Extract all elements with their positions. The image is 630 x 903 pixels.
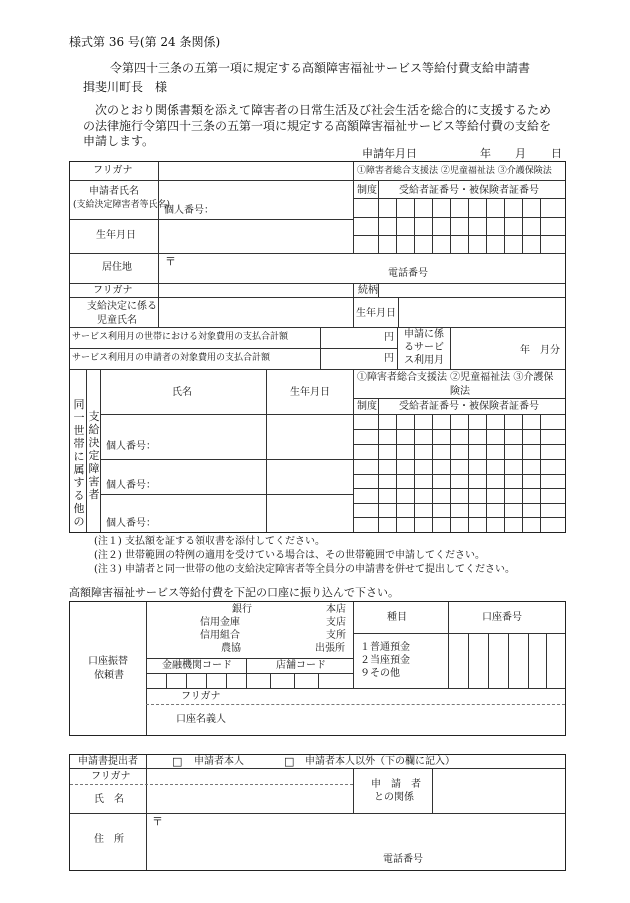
table-rule: [353, 444, 565, 445]
submitter-address-label: 住 所: [94, 834, 124, 845]
table-divider: [522, 414, 523, 532]
table-divider: [450, 327, 451, 369]
table-divider: [270, 673, 271, 688]
service-month-value: 年 月分: [520, 345, 560, 356]
table-rule: [146, 704, 565, 705]
table-divider: [294, 673, 295, 688]
applicant-cost-label: サービス利用月の申請者の対象費用の支払合計額: [72, 353, 271, 363]
table-divider: [396, 198, 397, 253]
date-year: 年: [480, 147, 491, 160]
submitter-self-label: 申請者本人: [194, 756, 244, 767]
applicant-seido-label: 制度: [357, 185, 377, 196]
table-divider: [206, 673, 207, 688]
date-month: 月: [515, 147, 526, 160]
form-number: 様式第 36 号(第 24 条関係): [69, 35, 221, 49]
table-rule: [353, 235, 565, 236]
table-divider: [353, 768, 354, 813]
table-divider: [378, 398, 379, 532]
applicant-name-sub: (支給決定障害者等氏名): [73, 200, 171, 210]
account-number-label: 口座番号: [482, 612, 522, 623]
submitter-relation-label-1: 申 請 者: [371, 779, 421, 790]
table-rule: [100, 459, 565, 460]
table-rule: [353, 488, 565, 489]
table-divider: [166, 673, 167, 688]
household-institutions-2: 険法: [450, 386, 470, 397]
kind-option-1: １普通預金: [360, 642, 410, 653]
applicant-personal-number: 個人番号：: [164, 205, 214, 216]
service-month-label-1: 申請に係: [404, 329, 444, 340]
household-cost-label: サービス利用月の世帯における対象費用の支払合計額: [72, 332, 289, 342]
account-holder-label: 口座名義人: [176, 714, 226, 725]
table-rule: [353, 429, 565, 430]
note-3: (注３) 申請者と同一世帯の他の支給決定障害者等全員分の申請書を併せて提出してください。: [94, 564, 515, 575]
applicant-cert-number-label: 受給者証番号・被保険者証番号: [399, 185, 539, 196]
applicant-birth-label: 生年月日: [96, 230, 136, 241]
table-divider: [486, 414, 487, 532]
table-divider: [353, 369, 354, 532]
fin-code-label: 金融機関コード: [162, 660, 232, 671]
submitter-postal-mark: 〒: [152, 815, 163, 828]
service-month-label-3: ス利用月: [404, 355, 444, 366]
table-divider: [540, 414, 541, 532]
household-birth-header: 生年月日: [290, 387, 330, 398]
table-rule: [70, 180, 565, 181]
table-rule: [70, 768, 565, 769]
table-rule: [100, 494, 353, 495]
household-name-header: 氏名: [172, 387, 192, 398]
table-rule: [353, 503, 565, 504]
account-kind-label: 種目: [387, 612, 407, 623]
bank-heading: 高額障害福祉サービス等給付費を下記の口座に振り込んで下さい。: [69, 586, 399, 599]
table-divider: [468, 198, 469, 253]
branch-type-honten: 本店: [326, 604, 346, 615]
branch-code-label: 店舗コード: [276, 660, 326, 671]
table-divider: [432, 768, 433, 813]
table-divider: [448, 602, 449, 688]
table-divider: [397, 327, 398, 369]
table-divider: [398, 297, 399, 327]
child-name-label-1: 支給決定に係る: [87, 301, 157, 312]
table-divider: [504, 414, 505, 532]
table-divider: [522, 198, 523, 253]
table-divider: [146, 602, 147, 735]
table-divider: [266, 369, 267, 532]
table-rule: [70, 297, 565, 298]
table-rule: [146, 658, 353, 659]
table-rule: [70, 219, 353, 220]
table-rule: [353, 474, 565, 475]
table-divider: [353, 283, 354, 327]
bank-side-label-2: 依頼書: [94, 670, 124, 681]
table-rule: [70, 813, 565, 814]
table-rule: [100, 414, 565, 415]
table-divider: [353, 162, 354, 253]
table-divider: [226, 673, 227, 688]
household-seido-label: 制度: [357, 401, 377, 412]
kind-option-2: ２当座預金: [360, 655, 410, 666]
holder-furigana-label: フリガナ: [181, 691, 221, 702]
household-cert-number-label: 受給者証番号・被保険者証番号: [399, 401, 539, 412]
intro-line-1: 次のとおり関係書類を添えて障害者の日常生活及び社会生活を総合的に支援するため: [95, 103, 552, 117]
household-cost-yen: 円: [384, 332, 394, 343]
submitter-furigana-label: フリガナ: [91, 771, 131, 782]
submitter-self-checkbox[interactable]: □: [172, 755, 183, 768]
table-divider: [432, 198, 433, 253]
household-side-inner: 支給決定障害者: [88, 410, 100, 501]
child-birth-label: 生年月日: [356, 308, 396, 319]
table-rule: [353, 217, 565, 218]
table-rule: [70, 253, 565, 254]
bank-side-label-1: 口座振替: [88, 656, 128, 667]
child-relation-label: 続柄: [358, 285, 378, 296]
table-rule: [70, 348, 397, 349]
branch-type-shisho: 支所: [326, 630, 346, 641]
table-divider: [396, 414, 397, 532]
table-divider: [186, 673, 187, 688]
submitter-relation-label-2: との関係: [374, 792, 414, 803]
note-1: (注１) 支払額を証する領収書を添付してください。: [94, 536, 325, 547]
child-name-label-2: 児童氏名: [97, 315, 137, 326]
submitter-other-label: 申請者本人以外（下の欄に記入）: [305, 756, 455, 767]
table-divider: [528, 633, 529, 688]
table-divider: [488, 633, 489, 688]
table-rule: [353, 517, 565, 518]
applicant-phone-label: 電話番号: [388, 268, 428, 279]
table-divider: [508, 633, 509, 688]
table-divider: [468, 414, 469, 532]
applicant-address-label: 居住地: [102, 262, 132, 273]
form-title: 令第四十三条の五第一項に規定する高額障害福祉サービス等給付費支給申請書: [110, 61, 531, 75]
table-rule: [70, 784, 353, 785]
intro-line-3: 申請します。: [83, 134, 155, 148]
fin-type-kumiai: 信用組合: [200, 630, 240, 641]
table-divider: [378, 283, 379, 297]
fin-type-bank: 銀行: [232, 604, 252, 615]
fin-type-shinkin: 信用金庫: [200, 617, 240, 628]
applicant-cost-yen: 円: [384, 353, 394, 364]
applicant-name-label: 申請者氏名: [89, 186, 139, 197]
applicant-furigana-label: フリガナ: [93, 165, 133, 176]
table-divider: [468, 633, 469, 688]
addressee: 揖斐川町長 様: [83, 80, 168, 94]
household-personal-number-3: 個人番号：: [106, 518, 156, 529]
household-side-outer: 同一世帯に属する他の: [73, 398, 85, 528]
table-rule: [70, 369, 565, 370]
table-rule: [353, 633, 565, 634]
table-divider: [546, 633, 547, 688]
fin-type-nokyo: 農協: [221, 643, 241, 654]
table-divider: [450, 198, 451, 253]
table-rule: [353, 198, 565, 199]
table-divider: [318, 673, 319, 688]
submitter-phone-label: 電話番号: [383, 854, 423, 865]
household-personal-number-2: 個人番号：: [106, 480, 156, 491]
note-2: (注２) 世帯範囲の特例の適用を受けている場合は、その世帯範囲で申請してください。: [94, 550, 485, 561]
household-institutions-1: ①障害者総合支援法 ②児童福祉法 ③介護保: [357, 372, 554, 383]
child-furigana-label: フリガナ: [93, 285, 133, 296]
table-rule: [70, 283, 565, 284]
table-divider: [353, 602, 354, 688]
date-day: 日: [551, 147, 562, 160]
household-personal-number-1: 個人番号：: [106, 441, 156, 452]
table-rule: [146, 673, 353, 674]
kind-option-3: ９その他: [360, 668, 400, 679]
intro-line-2: の法律施行令第四十三条の五第一項に規定する高額障害福祉サービス等給付費の支給を: [83, 119, 552, 133]
table-divider: [450, 414, 451, 532]
submitter-other-checkbox[interactable]: □: [284, 755, 295, 768]
submitter-name-label: 氏 名: [94, 794, 124, 805]
table-divider: [486, 198, 487, 253]
application-date-label: 申請年月日: [362, 147, 417, 160]
table-divider: [414, 198, 415, 253]
table-divider: [504, 198, 505, 253]
table-divider: [432, 414, 433, 532]
applicant-institutions: ①障害者総合支援法 ②児童福祉法 ③介護保険法: [357, 166, 552, 176]
submitter-label: 申請書提出者: [78, 756, 138, 767]
branch-type-shiten: 支店: [326, 617, 346, 628]
table-rule: [70, 327, 565, 328]
table-rule: [146, 688, 565, 689]
table-divider: [158, 162, 159, 327]
table-rule: [353, 398, 565, 399]
branch-type-shutchosho: 出張所: [315, 643, 345, 654]
applicant-postal-mark: 〒: [165, 255, 176, 268]
table-divider: [540, 198, 541, 253]
service-month-label-2: るサービ: [404, 342, 444, 353]
table-divider: [414, 414, 415, 532]
